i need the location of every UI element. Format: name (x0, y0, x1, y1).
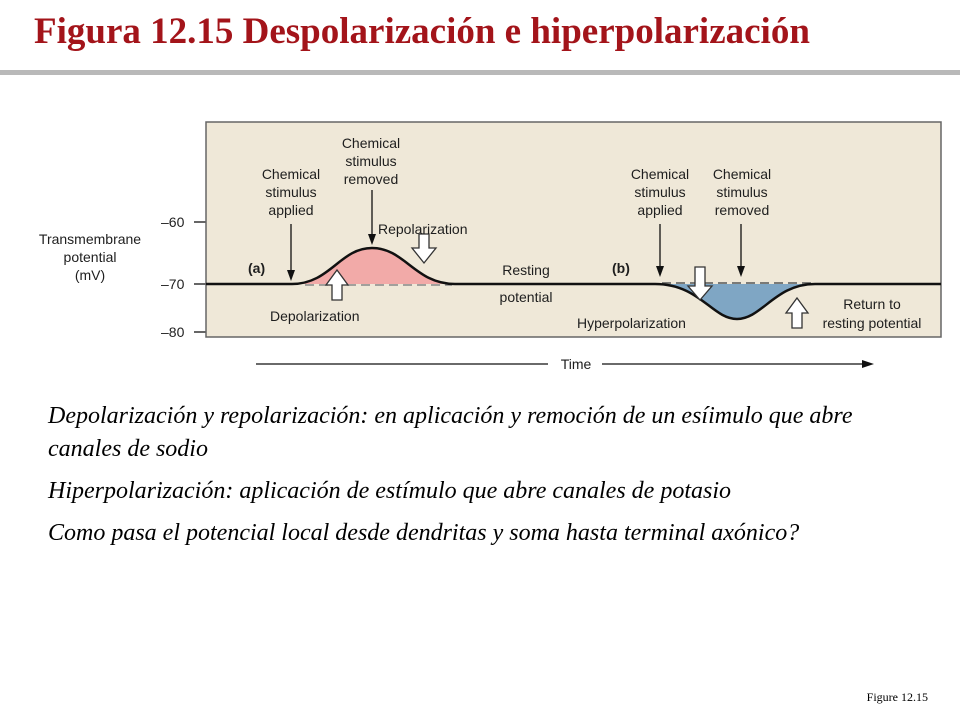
return-to-resting-label: Return to (843, 296, 901, 312)
resting-potential-label: potential (499, 289, 553, 305)
y-axis-label-line1: Transmembrane (38, 231, 142, 247)
hyperpolarization-label: Hyperpolarization (577, 315, 686, 331)
bullet-item: Hiperpolarización: aplicación de estímulo que abre canales de potasio (48, 478, 732, 504)
stimulus-removed-label-b: stimulus (716, 184, 768, 200)
y-axis-label-line3: (mV) (74, 267, 106, 283)
stimulus-applied-label-b: stimulus (634, 184, 686, 200)
y-tick-label: –80 (161, 324, 185, 340)
time-axis-label: Time (560, 356, 592, 372)
repolarization-label: Repolarization (378, 221, 468, 237)
stimulus-removed-label-a: removed (343, 171, 399, 187)
stimulus-removed-label-a: Chemical (341, 135, 401, 151)
bullet-list (48, 400, 928, 559)
membrane-potential-figure (0, 108, 960, 388)
title-divider (0, 70, 960, 75)
panel-label-b: (b) (612, 260, 630, 276)
time-axis-arrowhead (862, 360, 874, 368)
stimulus-removed-label-a: stimulus (345, 153, 397, 169)
bullet-item: Como pasa el potencial local desde dendritas y soma hasta terminal axónico? (48, 520, 800, 546)
stimulus-applied-label-b: applied (637, 202, 683, 218)
depolarization-label: Depolarization (270, 308, 360, 324)
stimulus-applied-label-b: Chemical (630, 166, 690, 182)
stimulus-applied-label-a: stimulus (265, 184, 317, 200)
panel-label-a: (a) (248, 260, 266, 276)
y-tick-label: –60 (161, 214, 185, 230)
stimulus-applied-label-a: applied (268, 202, 314, 218)
y-axis-label-line2: potential (63, 249, 117, 265)
resting-potential-label: Resting (502, 262, 550, 278)
slide-title: Figura 12.15 Despolarización e hiperpolarización (34, 11, 810, 52)
figure-caption: Figure 12.15 (866, 690, 928, 704)
return-to-resting-label: resting potential (822, 315, 922, 331)
y-tick-label: –70 (161, 276, 185, 292)
bullet-item: Depolarización y repolarización: en aplicación y remoción de un esíimulo que abre canales de sodio (48, 403, 853, 462)
stimulus-removed-label-b: Chemical (712, 166, 772, 182)
stimulus-removed-label-b: removed (714, 202, 770, 218)
plot-panel (206, 122, 941, 337)
stimulus-applied-label-a: Chemical (261, 166, 321, 182)
